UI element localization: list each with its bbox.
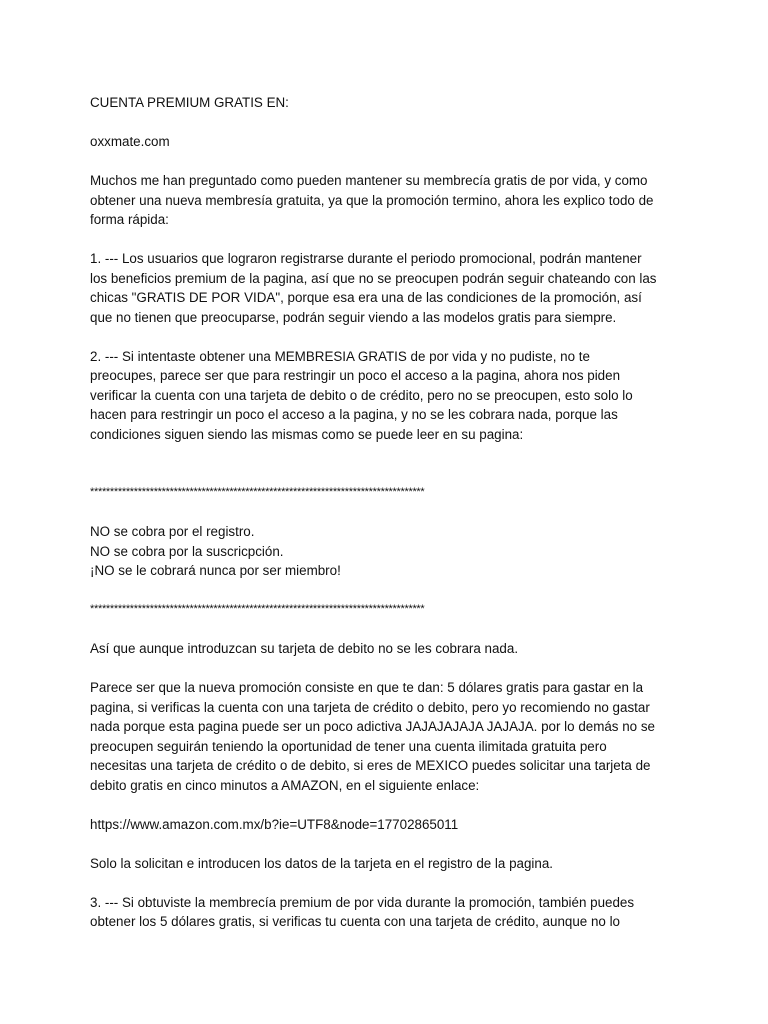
spacer — [90, 464, 708, 484]
point-1-line: los beneficios premium de la pagina, así que no se preocupen podrán seguir chateando con las — [90, 270, 657, 286]
point-1-line: 1. --- Los usuarios que lograron registrarse durante el periodo promocional, podrán mantener — [90, 251, 642, 266]
intro-line: forma rápida: — [90, 212, 169, 227]
conditions-list — [90, 522, 708, 581]
separator-line: ************************************************************************************ — [90, 486, 425, 498]
point-2-paragraph — [90, 347, 708, 445]
promo-paragraph — [90, 678, 708, 795]
instructions-text: Solo la solicitan e introducen los datos de la tarjeta en el registro de la pagina. — [90, 855, 554, 871]
point-2-line: hacen para restringir un poco el acceso a la pagina, y no se les cobrara nada, porque las — [90, 407, 618, 422]
point-3-line: 3. --- Si obtuviste la membrecía premium de por vida durante la promoción, también puedes — [90, 894, 635, 910]
promo-line: necesitas una tarjeta de crédito o de debito, si eres de MEXICO puedes solicitar una tarjeta de — [90, 758, 651, 773]
point-3-paragraph — [90, 893, 708, 932]
point-2-line: preocupes, parece ser que para restringir un poco el acceso a la pagina, ahora nos piden — [90, 368, 621, 383]
condition-item: ¡NO se le cobrará nunca por ser miembro! — [90, 563, 341, 578]
separator-line: ************************************************************************************ — [90, 603, 425, 615]
promo-line: Parece ser que la nueva promoción consiste en que te dan: 5 dólares gratis para gastar en la — [90, 680, 644, 695]
point-1-line: que no tienen que preocuparse, podrán seguir viendo a las modelos gratis para siempre. — [90, 309, 617, 325]
intro-line: Muchos me han preguntado como pueden mantener su membrecía gratis de por vida, y como — [90, 173, 648, 188]
point-1-paragraph — [90, 249, 708, 327]
promo-line: preocupen seguirán teniendo la oportunidad de tener una cuenta ilimitada gratuita pero — [90, 738, 607, 754]
promo-line: pagina, si verificas la cuenta con una tarjeta de crédito o debito, pero yo recomiendo no gastar — [90, 699, 650, 715]
site-name: oxxmate.com — [90, 134, 170, 149]
condition-item: NO se cobra por la suscricpción. — [90, 543, 284, 559]
promo-line: nada porque esta pagina puede ser un poco adictiva JAJAJAJAJA JAJAJA. por lo demás no se — [90, 719, 655, 734]
intro-line: obtener una nueva membresía gratuita, ya que la promoción termino, ahora les explico todo de — [90, 192, 654, 208]
point-1-line: chicas "GRATIS DE POR VIDA", porque esa era una de las condiciones de la promoción, así — [90, 290, 642, 305]
point-2-line: 2. --- Si intentaste obtener una MEMBRESIA GRATIS de por vida y no pudiste, no te — [90, 348, 590, 364]
point-2-line: condiciones siguen siendo las mismas como se puede leer en su pagina: — [90, 426, 524, 442]
point-2-line: verificar la cuenta con una tarjeta de debito o de crédito, pero no se preocupen, esto solo lo — [90, 387, 633, 403]
condition-item: NO se cobra por el registro. — [90, 524, 255, 539]
intro-paragraph — [90, 171, 708, 230]
promo-line: debito gratis en cinco minutos a AMAZON, en el siguiente enlace: — [90, 777, 480, 793]
document-heading: CUENTA PREMIUM GRATIS EN: — [90, 95, 289, 110]
card-note: Así que aunque introduzcan su tarjeta de debito no se les cobrara nada. — [90, 641, 519, 656]
amazon-link: https://www.amazon.com.mx/b?ie=UTF8&node=17702865011 — [90, 816, 459, 832]
point-3-line: obtener los 5 dólares gratis, si verificas tu cuenta con una tarjeta de crédito, aunque no lo — [90, 914, 620, 929]
